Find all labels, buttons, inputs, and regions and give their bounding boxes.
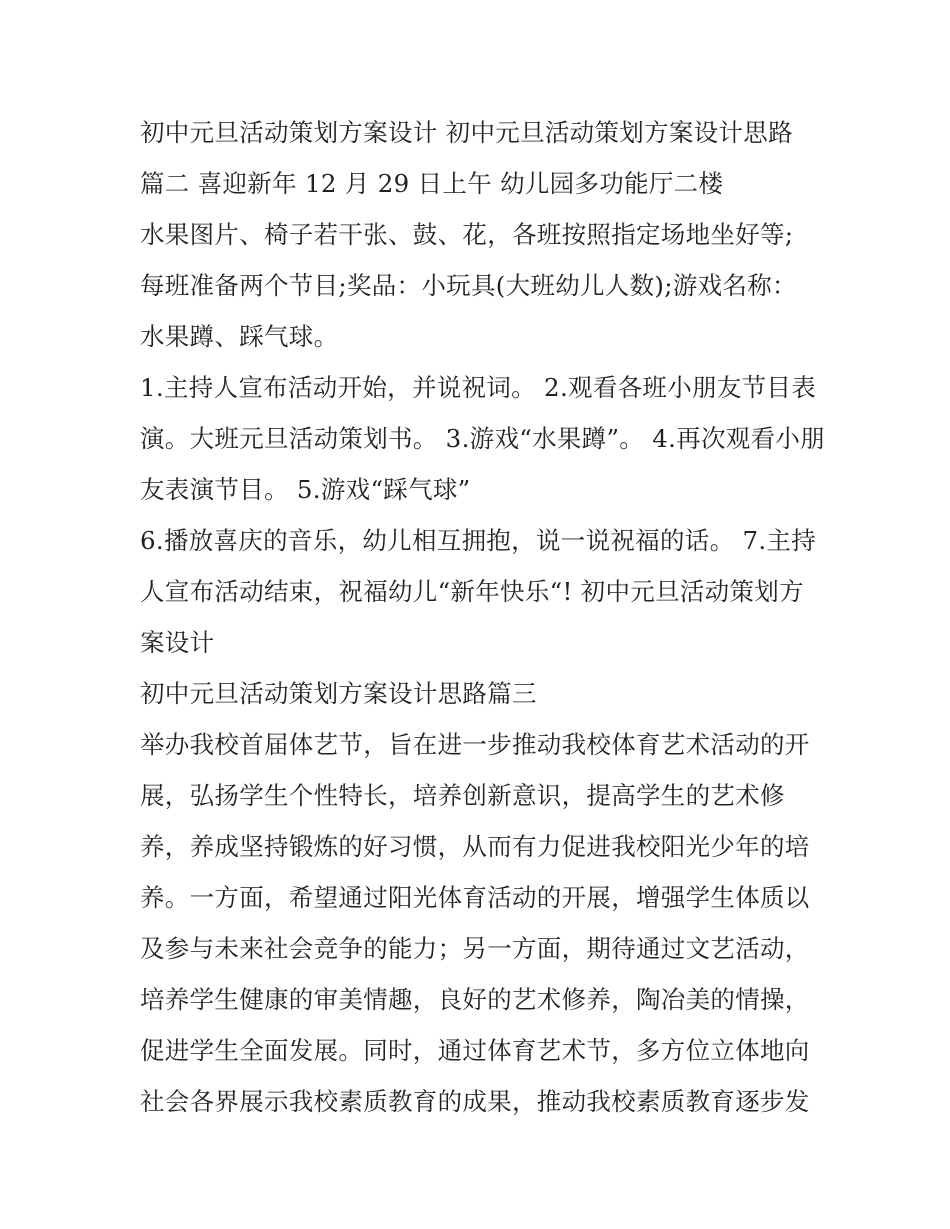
text-line: 展，弘扬学生个性特长，培养创新意识，提高学生的艺术修 — [140, 781, 785, 810]
text-line: 6.播放喜庆的音乐，幼儿相互拥抱，说一说祝福的话。 7.主持 — [140, 526, 817, 555]
text-line: 养。一方面，希望通过阳光体育活动的开展，增强学生体质以 — [140, 883, 810, 912]
text-line: 每班准备两个节目;奖品：小玩具(大班幼儿人数);游戏名称： — [140, 271, 797, 300]
text-line: 促进学生全面发展。同时，通过体育艺术节，多方位立体地向 — [140, 1036, 810, 1065]
text-line: 水果蹲、踩气球。 — [140, 322, 339, 351]
document-body — [140, 107, 825, 1127]
text-line: 及参与未来社会竞争的能力；另一方面，期待通过文艺活动， — [140, 934, 810, 963]
text-line: 案设计 — [140, 628, 215, 657]
text-line: 篇二 喜迎新年 12 月 29 日上午 幼儿园多功能厅二楼 — [140, 169, 724, 198]
text-line: 1.主持人宣布活动开始，并说祝词。 2.观看各班小朋友节目表 — [140, 373, 817, 402]
text-line: 培养学生健康的审美情趣，良好的艺术修养，陶冶美的情操， — [140, 985, 810, 1014]
text-line: 举办我校首届体艺节，旨在进一步推动我校体育艺术活动的开 — [140, 730, 810, 759]
text-line: 养，养成坚持锻炼的好习惯，从而有力促进我校阳光少年的培 — [140, 832, 810, 861]
text-line: 友表演节目。 5.游戏“踩气球” — [140, 475, 471, 504]
text-line: 演。大班元旦活动策划书。 3.游戏“水果蹲”。 4.再次观看小朋 — [140, 424, 825, 453]
text-line: 水果图片、椅子若干张、鼓、花，各班按照指定场地坐好等; — [140, 220, 794, 249]
text-line: 社会各界展示我校素质教育的成果，推动我校素质教育逐步发 — [140, 1087, 810, 1116]
section-heading: 初中元旦活动策划方案设计思路篇三 — [140, 679, 537, 708]
text-line: 人宣布活动结束，祝福幼儿“新年快乐“! 初中元旦活动策划方 — [140, 577, 804, 606]
text-line: 初中元旦活动策划方案设计 初中元旦活动策划方案设计思路 — [140, 118, 793, 147]
